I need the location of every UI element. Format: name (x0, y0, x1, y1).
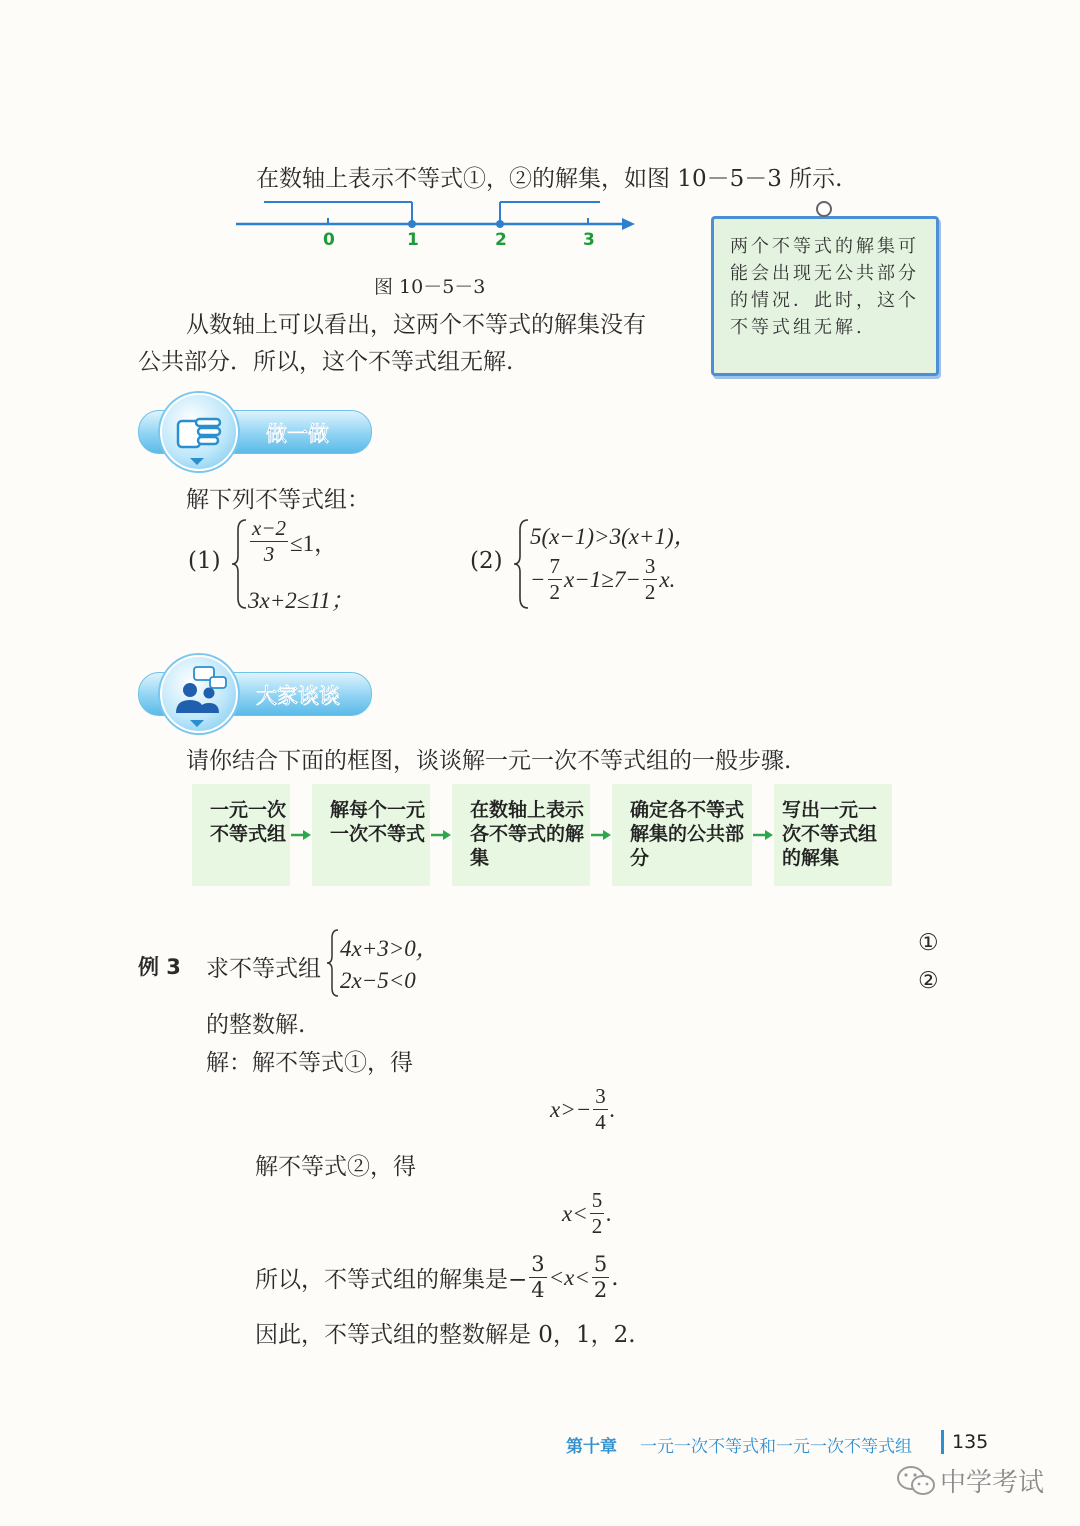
section-try-title: 做一做 (266, 422, 329, 446)
number-line (230, 196, 640, 256)
example-question: 求不等式组 (206, 956, 321, 982)
result-2-end: . (606, 1200, 612, 1226)
section-discuss-title: 大家谈谈 (256, 684, 340, 708)
solution-line-2: 解不等式②，得 (255, 1154, 416, 1180)
problem-2-num-2: 3 (644, 554, 656, 578)
result-1-num: 3 (595, 1084, 606, 1108)
problem-2-minus: − (530, 566, 546, 592)
result-1 (550, 1086, 616, 1133)
wechat-icon (896, 1464, 936, 1498)
problem-2-line-1: 5(x−1)>3(x+1)， (530, 524, 697, 549)
example-mark-1: ① (918, 930, 939, 956)
flow-arrow-1-icon (290, 826, 312, 844)
flow-step-1: 一元一次不等式组 (192, 784, 290, 886)
problem-1-num: x−2 (252, 516, 286, 540)
result-1-end: . (609, 1096, 616, 1122)
number-line-label-0: 0 (323, 230, 335, 250)
result-1-pre: x>− (550, 1096, 592, 1122)
result-2-num: 5 (591, 1188, 603, 1212)
problem-2-line-2 (530, 556, 675, 603)
callout-text: 两个不等式的解集可能会出现无公共部分的情况．此时，这个不等式组无解. (730, 236, 919, 338)
result-2-den: 2 (591, 1214, 603, 1238)
problem-1-line-1 (248, 518, 337, 565)
observation-line-2: 公共部分．所以，这个不等式组无解. (138, 349, 514, 375)
flow-step-3: 在数轴上表示各不等式的解集 (452, 784, 590, 886)
example-question-end: 的整数解. (206, 1012, 306, 1038)
intro-text: 在数轴上表示不等式①，②的解集，如图 10－5－3 所示. (256, 166, 843, 192)
figure-caption: 图 10－5－3 (374, 276, 486, 298)
solution-3-num-2: 5 (593, 1252, 608, 1276)
result-2-pre: x< (562, 1200, 588, 1226)
example-mark-2: ② (918, 968, 939, 994)
solution-3-den-1: 4 (531, 1278, 545, 1302)
solution-3-num-1: 3 (531, 1252, 545, 1276)
flow-arrow-4-icon (752, 826, 774, 844)
observation-line-1: 从数轴上可以看出，这两个不等式的解集没有 (186, 312, 646, 338)
footer-chapter-title: 一元一次不等式和一元一次不等式组 (640, 1437, 912, 1457)
solution-line-4: 因此，不等式组的整数解是 0，1，2. (255, 1322, 636, 1348)
problem-2-mid: x−1≥7− (564, 566, 641, 592)
watermark-text: 中学考试 (940, 1468, 1045, 1498)
result-2 (562, 1190, 612, 1237)
discuss-prompt: 请你结合下面的框图，谈谈解一元一次不等式组的一般步骤. (186, 748, 792, 774)
flow-step-5: 写出一元一次不等式组的解集 (774, 784, 892, 886)
flow-arrow-3-icon (590, 826, 612, 844)
flow-step-4: 确定各不等式解集的公共部分 (612, 784, 752, 886)
problem-1-line-2: 3x+2≤11； (248, 588, 354, 613)
problem-1-label: (1) (188, 548, 221, 574)
solution-line-1: 解：解不等式①，得 (206, 1050, 413, 1076)
section-try-pointer-icon (190, 458, 204, 465)
problem-1-brace (230, 518, 250, 610)
problem-2-label: (2) (470, 548, 503, 574)
flow-arrow-2-icon (430, 826, 452, 844)
example-brace (325, 928, 341, 998)
problem-2-brace (512, 518, 532, 610)
example-ineq-1: 4x+3>0， (340, 936, 439, 961)
problem-2-den-2: 2 (644, 580, 656, 604)
callout-box (711, 216, 939, 376)
problem-2-den-1: 2 (549, 580, 561, 604)
solution-3-end: . (611, 1264, 619, 1291)
page-number: 135 (952, 1431, 989, 1453)
pin-icon (816, 201, 832, 217)
try-prompt: 解下列不等式组： (186, 487, 370, 513)
solution-3-pre: 所以，不等式组的解集是− (255, 1267, 528, 1293)
flow-step-2: 解每个一元一次不等式 (312, 784, 430, 886)
number-line-label-1: 1 (407, 230, 419, 250)
footer-divider (941, 1430, 944, 1454)
solution-line-3 (255, 1254, 619, 1301)
problem-1-den: 3 (263, 542, 275, 566)
result-1-den: 4 (595, 1110, 606, 1134)
section-discuss-pointer-icon (190, 720, 204, 727)
problem-2-end: x. (659, 566, 676, 592)
solution-3-den-2: 2 (593, 1278, 608, 1302)
solution-3-mid: <x< (548, 1264, 590, 1290)
number-line-label-2: 2 (495, 230, 507, 250)
number-line-label-3: 3 (583, 230, 595, 250)
example-label: 例 3 (138, 955, 181, 979)
problem-2-num-1: 7 (549, 554, 561, 578)
footer-chapter: 第十章 (566, 1437, 617, 1457)
example-ineq-2: 2x−5<0 (340, 968, 416, 993)
problem-1-tail: ≤1， (290, 531, 338, 556)
